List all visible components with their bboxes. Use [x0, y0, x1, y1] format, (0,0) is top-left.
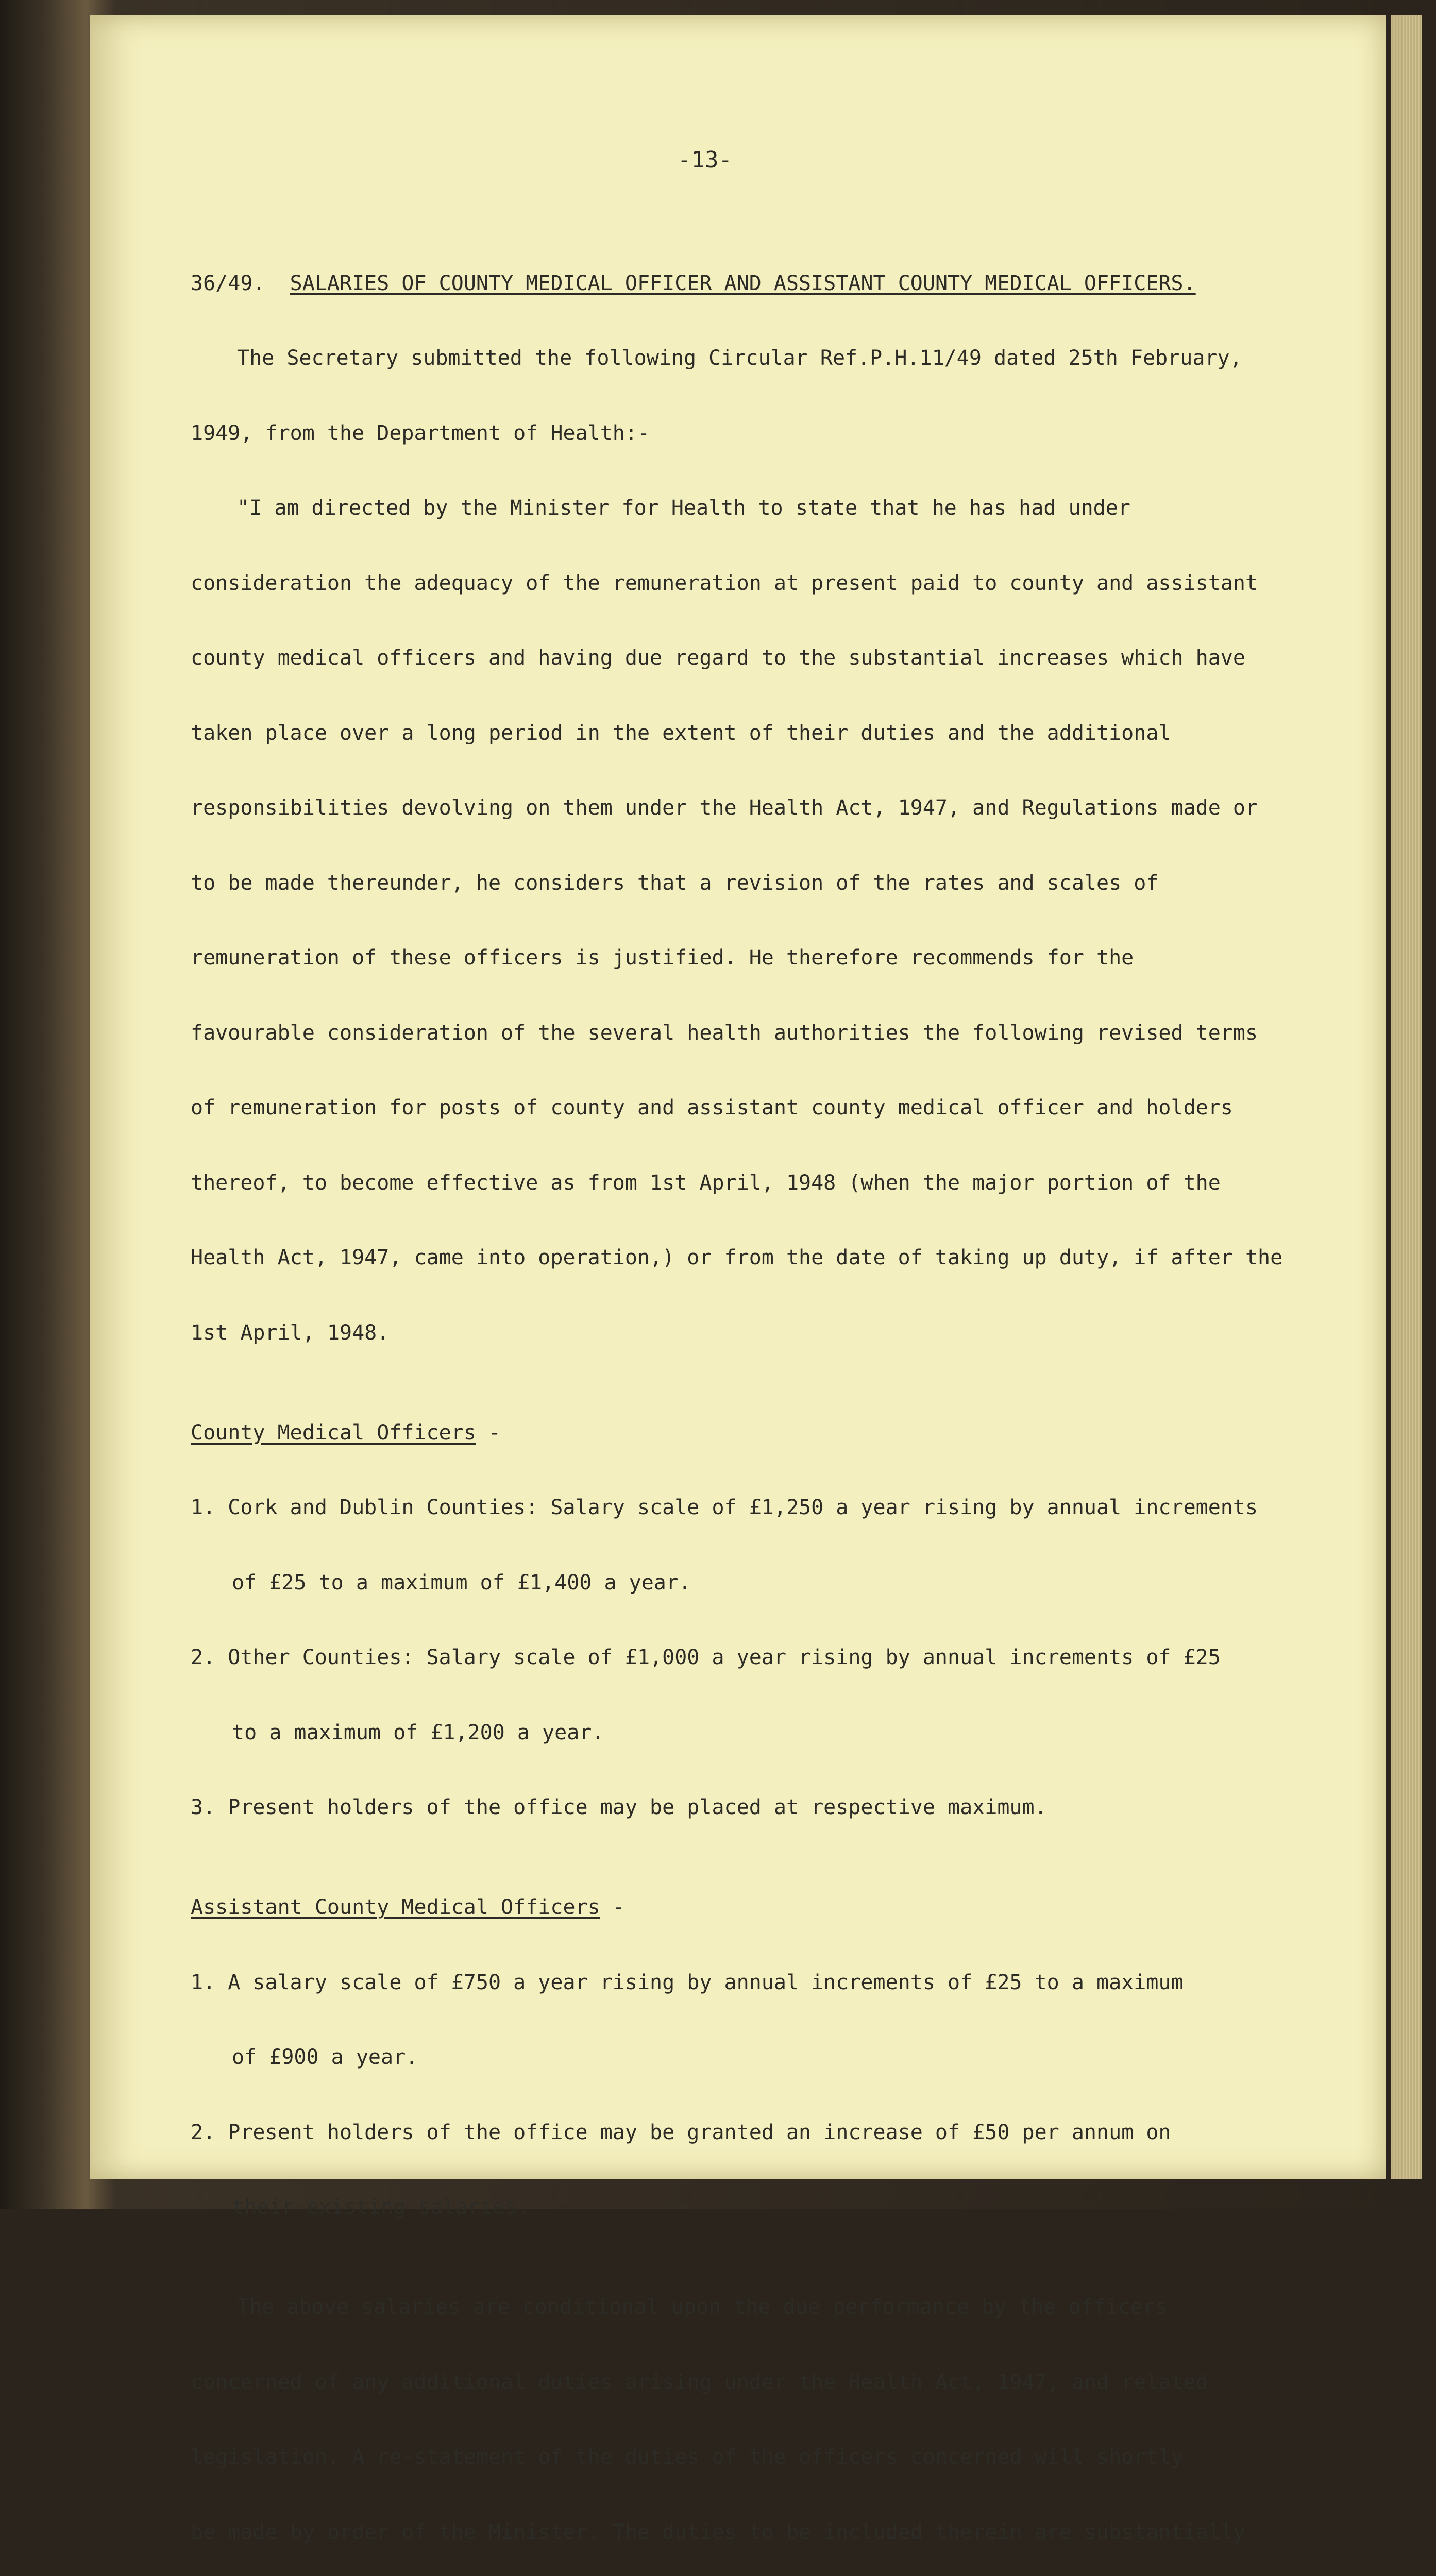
text-line: Health Act, 1947, came into operation,) or from the date of taking up duty, if after the	[191, 1246, 1283, 1269]
subheading: County Medical Officers -	[191, 1420, 501, 1445]
text-line: 3. Present holders of the office may be placed at respective maximum.	[191, 1795, 1047, 1819]
page-edges	[1391, 15, 1422, 2179]
text-line: of £900 a year.	[232, 2045, 418, 2069]
text-line: of £25 to a maximum of £1,400 a year.	[232, 1570, 691, 1595]
item-heading: 36/49. SALARIES OF COUNTY MEDICAL OFFICER AND ASSISTANT COUNTY MEDICAL OFFICERS.	[191, 271, 1196, 295]
subheading: Assistant County Medical Officers -	[191, 1895, 625, 1919]
text-line: concerned of any additional duties arising under the Health Act, 1947, and related	[191, 2370, 1208, 2394]
document-page	[90, 15, 1386, 2544]
text-line: county medical officers and having due regard to the substantial increases which have	[191, 646, 1245, 670]
text-line: be made by order of the Minister. The duties to be included therein are substantially	[191, 2520, 1245, 2544]
text-line: 1. A salary scale of £750 a year rising by annual increments of £25 to a maximum	[191, 1970, 1184, 1994]
text-line: 2. Other Counties: Salary scale of £1,000 a year rising by annual increments of £25	[191, 1646, 1221, 1669]
text-line: thereof, to become effective as from 1st April, 1948 (when the major portion of the	[191, 1171, 1221, 1195]
text-line: to be made thereunder, he considers that a revision of the rates and scales of	[191, 871, 1159, 895]
text-line: 2. Present holders of the office may be granted an increase of £50 per annum on	[191, 2120, 1171, 2144]
text-line: The above salaries are conditional upon the due performance by the officers	[237, 2295, 1168, 2319]
minutes-text	[191, 196, 1376, 2576]
text-line: 1949, from the Department of Health:-	[191, 421, 650, 445]
text-line: their existing salaries.	[232, 2195, 530, 2219]
text-line: 1. Cork and Dublin Counties: Salary scale of £1,250 a year rising by annual increments	[191, 1496, 1258, 1519]
text-line: "I am directed by the Minister for Health to state that he has had under	[237, 496, 1130, 520]
text-line: legislation. A re-statement of the duties of the officers concerned will shortly	[191, 2445, 1184, 2469]
text-line: The Secretary submitted the following Circular Ref.P.H.11/49 dated 25th February,	[237, 346, 1242, 370]
text-line: 1st April, 1948.	[191, 1320, 390, 1345]
text-line: of remuneration for posts of county and assistant county medical officer and holders	[191, 1096, 1233, 1120]
text-line: taken place over a long period in the extent of their duties and the additional	[191, 721, 1171, 745]
page-number: -13-	[678, 147, 732, 173]
text-line: to a maximum of £1,200 a year.	[232, 1720, 604, 1744]
text-line: responsibilities devolving on them under the Health Act, 1947, and Regulations made or	[191, 796, 1258, 820]
text-line: consideration the adequacy of the remuneration at present paid to county and assistant	[191, 571, 1258, 595]
text-line: favourable consideration of the several health authorities the following revised terms	[191, 1021, 1258, 1045]
text-line: remuneration of these officers is justified. He therefore recommends for the	[191, 946, 1134, 970]
